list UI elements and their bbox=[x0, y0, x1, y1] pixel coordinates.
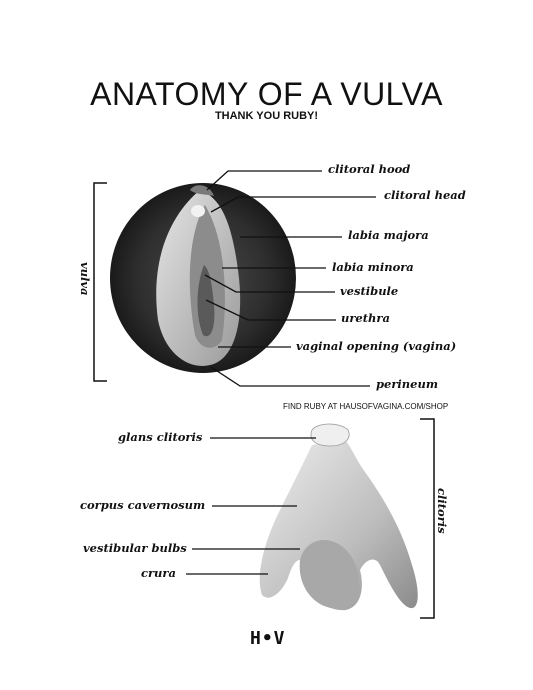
label-clitoris-bracket: clitoris bbox=[435, 488, 449, 534]
clitoris-bracket bbox=[420, 419, 434, 618]
label-vestibular-bulbs: vestibular bulbs bbox=[83, 541, 187, 555]
vulva-bracket bbox=[94, 183, 107, 381]
glans-clitoris-shape bbox=[311, 424, 349, 446]
label-vulva-bracket: vulva bbox=[78, 262, 92, 296]
label-vaginal-opening: vaginal opening (vagina) bbox=[296, 339, 457, 353]
label-perineum: perineum bbox=[376, 377, 438, 391]
label-vestibule: vestibule bbox=[340, 284, 399, 298]
brand-logo: H•V bbox=[250, 628, 286, 649]
label-crura: crura bbox=[141, 566, 176, 580]
find-ruby-text: FIND RUBY AT HAUSOFVAGINA.COM/SHOP bbox=[283, 402, 449, 411]
label-labia-majora: labia majora bbox=[348, 228, 429, 242]
clitoris-figure bbox=[260, 424, 418, 610]
label-labia-minora: labia minora bbox=[332, 260, 414, 274]
label-urethra: urethra bbox=[341, 311, 390, 325]
label-clitoral-head: clitoral head bbox=[384, 188, 466, 202]
label-clitoral-hood: clitoral hood bbox=[328, 162, 411, 176]
vulva-figure bbox=[110, 183, 296, 373]
page-subtitle: THANK YOU RUBY! bbox=[214, 110, 319, 122]
label-corpus-cavernosum: corpus cavernosum bbox=[80, 498, 206, 512]
label-glans-clitoris: glans clitoris bbox=[118, 430, 203, 444]
page-title: ANATOMY OF A VULVA bbox=[90, 76, 443, 112]
clitoral-head-shape bbox=[191, 205, 205, 217]
